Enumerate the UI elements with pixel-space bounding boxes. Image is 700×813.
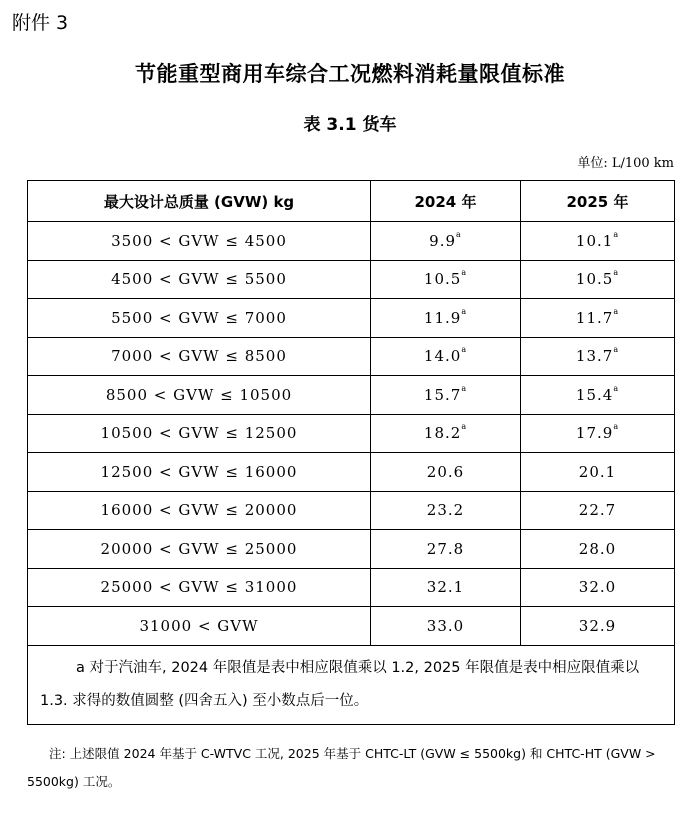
- limit-value: 15.7: [423, 385, 462, 404]
- footnote-mark: a: [461, 306, 468, 316]
- limit-2024-cell: [371, 568, 521, 607]
- limit-2025-cell: [521, 568, 675, 607]
- limit-value: 18.2: [423, 424, 462, 443]
- limit-2024-cell: [371, 376, 521, 415]
- table-body: [28, 222, 675, 646]
- footnote-mark: a: [613, 229, 620, 239]
- limit-2024-cell: [371, 607, 521, 646]
- header-2025: 2025 年: [521, 181, 675, 222]
- footnote-cell: [28, 645, 675, 724]
- table-row: [28, 491, 675, 530]
- limit-value: 14.0: [423, 347, 462, 366]
- table-row: [28, 414, 675, 453]
- table-row: [28, 607, 675, 646]
- limit-2024-cell: [371, 299, 521, 338]
- footnote-mark: a: [613, 306, 620, 316]
- footnote-row: [28, 645, 675, 724]
- limit-2024-cell: [371, 260, 521, 299]
- limit-2024-cell: [371, 491, 521, 530]
- limit-value: 20.6: [426, 462, 465, 481]
- limit-2025-cell: [521, 414, 675, 453]
- gvw-range-cell: 10500 < GVW ≤ 12500: [28, 414, 371, 453]
- table-row: [28, 376, 675, 415]
- table-row: [28, 299, 675, 338]
- limit-value: 13.7: [575, 347, 614, 366]
- limit-2025-cell: [521, 491, 675, 530]
- limit-value: 17.9: [575, 424, 614, 443]
- limit-2025-cell: [521, 453, 675, 492]
- limit-2025-cell: [521, 222, 675, 261]
- table-header-row: [28, 181, 675, 222]
- limit-value: 11.9: [423, 308, 462, 327]
- limit-value: 10.1: [575, 231, 614, 250]
- gvw-range-cell: 8500 < GVW ≤ 10500: [28, 376, 371, 415]
- table-row: [28, 222, 675, 261]
- limit-value: 32.1: [426, 578, 465, 597]
- limit-value: 22.7: [578, 501, 617, 520]
- gvw-range-cell: 31000 < GVW: [28, 607, 371, 646]
- document-title: 节能重型商用车综合工况燃料消耗量限值标准: [135, 62, 565, 86]
- limit-2024-cell: [371, 530, 521, 569]
- limit-value: 28.0: [578, 539, 617, 558]
- footnote-text: a 对于汽油车, 2024 年限值是表中相应限值乘以 1.2, 2025 年限值是表中相应限值乘以 1.3. 求得的数值圆整 (四舍五入) 至小数点后一位。: [40, 659, 640, 709]
- unit-label: 单位: L/100 km: [577, 156, 674, 171]
- limit-value: 32.0: [578, 578, 617, 597]
- limit-value: 32.9: [578, 616, 617, 635]
- table-row: [28, 530, 675, 569]
- limit-2024-cell: [371, 453, 521, 492]
- table-title: 表 3.1 货车: [303, 115, 397, 135]
- note-text: 注: 上述限值 2024 年基于 C-WTVC 工况, 2025 年基于 CHTC-LT (GVW ≤ 5500kg) 和 CHTC-HT (GVW > 5500kg) 工况。: [27, 746, 656, 789]
- limit-2025-cell: [521, 260, 675, 299]
- table-row: [28, 453, 675, 492]
- limit-2025-cell: [521, 299, 675, 338]
- gvw-range-cell: 25000 < GVW ≤ 31000: [28, 568, 371, 607]
- table-row: [28, 568, 675, 607]
- limit-2025-cell: [521, 530, 675, 569]
- gvw-range-cell: 12500 < GVW ≤ 16000: [28, 453, 371, 492]
- footnote-mark: a: [461, 268, 468, 278]
- gvw-range-cell: 16000 < GVW ≤ 20000: [28, 491, 371, 530]
- header-2024: 2024 年: [371, 181, 521, 222]
- limit-value: 15.4: [575, 385, 614, 404]
- gvw-range-cell: 4500 < GVW ≤ 5500: [28, 260, 371, 299]
- limit-2024-cell: [371, 414, 521, 453]
- limit-value: 10.5: [575, 270, 614, 289]
- limit-2024-cell: [371, 337, 521, 376]
- limit-2025-cell: [521, 337, 675, 376]
- table-row: [28, 337, 675, 376]
- limit-2025-cell: [521, 607, 675, 646]
- limit-value: 11.7: [575, 308, 614, 327]
- footnote-mark: a: [613, 345, 620, 355]
- bottom-note: [27, 740, 672, 796]
- limit-value: 27.8: [426, 539, 465, 558]
- footnote-mark: a: [613, 383, 620, 393]
- limit-value: 9.9: [429, 231, 457, 250]
- table-row: [28, 260, 675, 299]
- limit-2024-cell: [371, 222, 521, 261]
- footnote-mark: a: [613, 422, 620, 432]
- footnote-mark: a: [461, 345, 468, 355]
- footnote-mark: a: [613, 268, 620, 278]
- limit-value: 20.1: [578, 462, 617, 481]
- footnote-mark: a: [461, 383, 468, 393]
- footnote-mark: a: [461, 422, 468, 432]
- attachment-label: 附件 3: [12, 12, 69, 34]
- limit-value: 23.2: [426, 501, 465, 520]
- footnote-mark: a: [456, 229, 462, 239]
- gvw-range-cell: 20000 < GVW ≤ 25000: [28, 530, 371, 569]
- limit-value: 10.5: [423, 270, 462, 289]
- header-gvw: 最大设计总质量 (GVW) kg: [28, 181, 371, 222]
- limit-value: 33.0: [426, 616, 465, 635]
- gvw-range-cell: 5500 < GVW ≤ 7000: [28, 299, 371, 338]
- limit-2025-cell: [521, 376, 675, 415]
- gvw-range-cell: 7000 < GVW ≤ 8500: [28, 337, 371, 376]
- fuel-limit-table: [27, 180, 675, 725]
- gvw-range-cell: 3500 < GVW ≤ 4500: [28, 222, 371, 261]
